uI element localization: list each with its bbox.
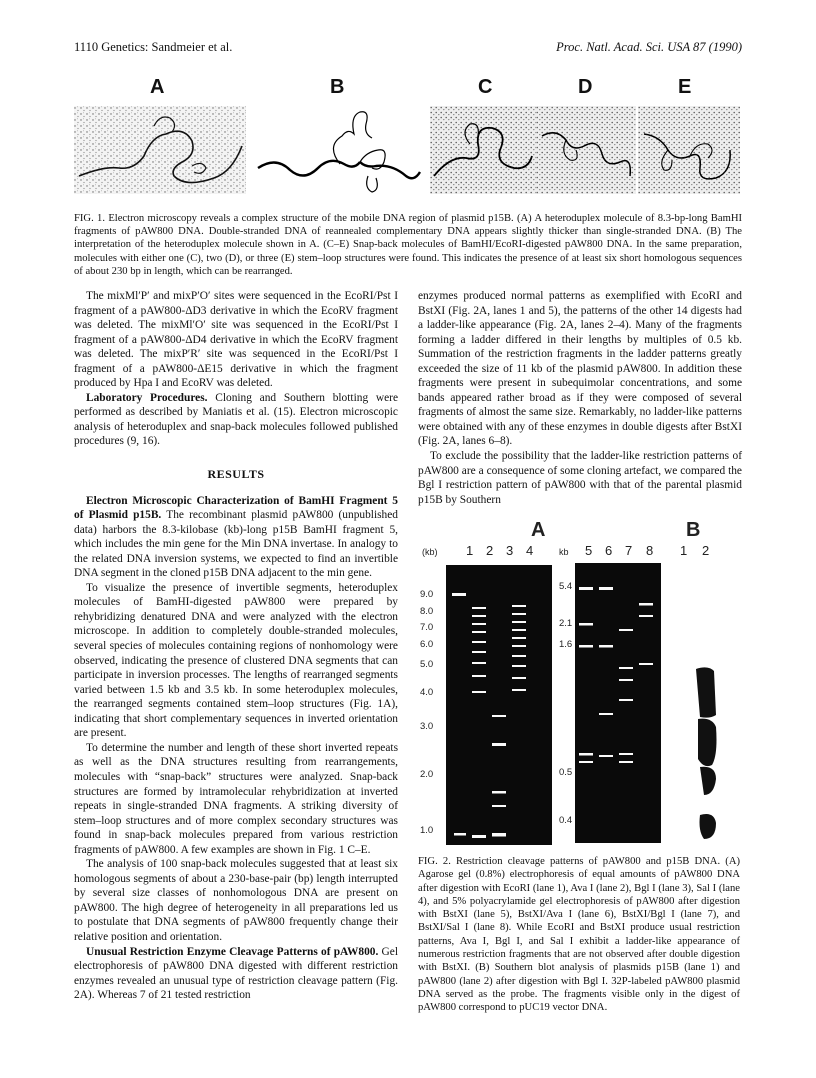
fig2-lane-2: 2	[486, 543, 494, 558]
marker-8-0: 8.0	[420, 606, 434, 617]
fig2-lane-1: 1	[466, 543, 474, 558]
paragraph-em-characterization	[74, 494, 398, 581]
fig2-label-a: A	[531, 519, 546, 541]
marker-4-0: 4.0	[420, 687, 434, 698]
paragraph-ladder-patterns: enzymes produced normal patterns as exemplified with EcoRI and BstXI (Fig. 2A, lanes 1 and 5), the patterns of the other 14 digests had a ladder-like appearance (Fig. 2A, lanes 2–4). Many of the fragments forming a ladder differed in their lengths by multiples of 0.5 kb. Summation of the restriction fragments in the ladder patterns greatly exceeded the size of 11 kb of the plasmid pAW800. In addition these fragments were present in subequimolar concentrations, and some bands appeared rather broad as if they were composed of several fragments of almost the same size. Remarkably, no ladder-like patterns were obtained with any of these enzymes in double digests after BstXI (Fig. 2A, lanes 6–8).	[418, 290, 742, 448]
fig1-panel-b-drawing	[256, 106, 422, 194]
fig1-panel-d-micrograph	[536, 106, 636, 194]
fig2-southern-blot	[670, 655, 730, 845]
marker-2-0: 2.0	[420, 769, 434, 780]
fig2-kb-label-mid: kb	[559, 547, 569, 557]
fig1-label-e: E	[678, 76, 692, 98]
fig2-lane-b1: 1	[680, 543, 688, 558]
em-characterization-text: The recombinant plasmid pAW800 (unpublished data) harbors the 8.3-kilobase (kb)-long p15B BamHI fragment 5, which includes the min gene for the Min DNA invertase. In analogy to the related DNA inversion systems, we expected to find an invertible DNA segment in the cloned p15B DNA adjacent to the min gene.	[74, 509, 398, 580]
paragraph-restriction	[74, 945, 398, 1003]
restriction-heading: Unusual Restriction Enzyme Cleavage Patterns of pAW800.	[86, 945, 379, 958]
fig2-kb-label-left: (kb)	[422, 547, 438, 557]
restriction-text: Gel electrophoresis of pAW800 DNA digested with different restriction enzymes revealed an unusual type of restriction cleavage pattern (Fig. 2A). Whereas 7 of 21 tested restriction	[74, 945, 399, 1002]
lab-procedures-heading: Laboratory Procedures.	[86, 391, 208, 404]
fig2-gel-polyacrylamide	[575, 563, 661, 843]
fig1-label-d: D	[578, 76, 593, 98]
marker-5-0: 5.0	[420, 659, 434, 670]
marker-0-5-mid: 0.5	[559, 767, 573, 778]
figure-2-caption: FIG. 2. Restriction cleavage patterns of pAW800 and p15B DNA. (A) Agarose gel (0.8%) electrophoresis of equal amounts of pAW800 DNA after digestion with EcoRI (lane 1), Ava I (lane 2), Bgl I (lane 3), Sal I (lane 4), and 5% polyacrylamide gel electrophoresis of pAW800 after digestion with BstXI (lane 5), BstXI/Ava I (lane 6), BstXI/Bgl I (lane 7), and BstXI/Sal I (lane 8). While EcoRI and BstXI produce usual restriction patterns, Ava I, Bgl I, and Sal I exhibit a ladder-like appearance of numerous restriction fragments that are not observed after double digestion with BstXI. (B) Southern blot analysis of plasmids p15B (lane 1) and pAW800 (lane 2) after digestion with Bgl I. 32P-labeled pAW800 plasmid DNA served as the probe. The fragments visible only in the digest of pAW800 correspond to pUC19 vector DNA.	[418, 856, 740, 1014]
left-column	[74, 289, 398, 1003]
right-column	[418, 289, 742, 507]
marker-7-0: 7.0	[420, 622, 434, 633]
fig1-label-c: C	[478, 76, 493, 98]
fig2-lane-7: 7	[625, 543, 633, 558]
fig1-label-a: A	[150, 76, 165, 98]
paragraph-snapback: To determine the number and length of these short inverted repeats as well as the DNA structures resulting from rearrangements, molecules with “snap-back” structures were analyzed. Snap-back structures are formed by intramolecular rehybridization at inverted repeats in single-stranded DNA fragments. A striking diversity of stem–loop structures and of more complex secondary structures was found in snap-back molecules prepared from various restriction fragments of pAW800. A few examples are shown in Fig. 1 C–E.	[74, 741, 398, 856]
marker-1-6: 1.6	[559, 639, 573, 650]
figure-1-caption: FIG. 1. Electron microscopy reveals a complex structure of the mobile DNA region of plasmid p15B. (A) A heteroduplex molecule of 8.3-bp-long BamHI fragments of pAW800 DNA. Double-stranded DNA of reannealed complementary DNA appears slightly thicker than single-stranded DNA. (B) The interpretation of the heteroduplex molecule shown in A. (C–E) Snap-back molecules of BamHI/EcoRI-digested pAW800 DNA. In the same preparation, molecules with either one (C), two (D), or three (E) stem–loop structures were found. This indicates the presence of at least six short homologous sequences of about 230 bp in length, which can be rearranged.	[74, 213, 742, 277]
lab-procedures-text: Cloning and Southern blotting were performed as described by Maniatis et al. (15). Electron microscopic analysis of heteroduplex and snap-back molecules followed published procedures (9, 16).	[74, 391, 398, 448]
fig1-panel-a-micrograph	[74, 106, 246, 194]
fig2-lane-3: 3	[506, 543, 514, 558]
paragraph-analysis: The analysis of 100 snap-back molecules suggested that at least six homologous segments of about a 230-base-pair (bp) length interrupted by several size classes of nonhomologous DNA are present on pAW800. The high degree of heterogeneity in all preparations led us to postulate that DNA segments of pAW800 frequently change their relative position and orientation.	[74, 858, 398, 943]
marker-5-4: 5.4	[559, 581, 573, 592]
fig1-label-b: B	[330, 76, 345, 98]
fig1-panel-e-micrograph	[638, 106, 740, 194]
running-header-left: 1110 Genetics: Sandmeier et al.	[74, 40, 233, 54]
figure-1	[74, 76, 740, 194]
fig2-lane-5: 5	[585, 543, 593, 558]
marker-1-0: 1.0	[420, 825, 434, 836]
fig2-lane-8: 8	[646, 543, 654, 558]
running-header-right: Proc. Natl. Acad. Sci. USA 87 (1990)	[556, 40, 742, 54]
figure-2	[418, 515, 738, 845]
fig2-lane-b2: 2	[702, 543, 710, 558]
marker-0-4: 0.4	[559, 815, 573, 826]
fig2-label-b: B	[686, 519, 701, 541]
fig1-panel-c-micrograph	[430, 106, 536, 194]
fig2-lane-6: 6	[605, 543, 613, 558]
marker-3-0: 3.0	[420, 721, 434, 732]
paragraph-heteroduplex: To visualize the presence of invertible segments, heteroduplex molecules of BamHI-digested pAW800 were prepared by rehybridizing denatured DNA and were analyzed with the electron microscope. In addition to completely double-stranded molecules, several species of molecules containing regions of nonhomology were observed, indicating the presence of clustered DNA segments that can participate in inversion processes. The lengths of rearranged segments varied between 1.5 kb and 3.5 kb. In some heteroduplex molecules, the rearranged segments contained stem–loop structures (Fig. 1A), indicating that short complementary sequences in inverted orientation are present.	[74, 581, 398, 740]
paragraph-southern-comparison: To exclude the possibility that the ladder-like restriction patterns of pAW800 are a consequence of some cloning artefact, we compared the Bgl I restriction pattern of pAW800 with that of the parental plasmid p15B by Southern	[418, 450, 742, 506]
results-heading: RESULTS	[207, 467, 265, 482]
em-characterization-heading: Electron Microscopic Characterization of BamHI Fragment 5 of Plasmid p15B.	[74, 494, 398, 522]
marker-6-0: 6.0	[420, 639, 434, 650]
fig2-gel-agarose	[446, 565, 552, 845]
paragraph-mix-sites: The mixMl′P′ and mixP′O′ sites were sequenced in the EcoRI/Pst I fragment of a pAW800-ΔD3 derivative in which the EcoRV fragment was deleted. The mixMl′O′ site was sequenced in the EcoRI/Pst I fragment of a pAW800-ΔD4 derivative in which the EcoRV fragment was deleted. The mixP′R′ site was sequenced in the EcoRI/Pst I fragment of a pAW800-ΔE15 derivative in which the fragment produced by Hpa I and EcoRV was deleted.	[74, 290, 398, 390]
marker-9-0: 9.0	[420, 589, 434, 600]
fig2-lane-4: 4	[526, 543, 534, 558]
paragraph-lab-procedures	[74, 391, 398, 449]
marker-2-1: 2.1	[559, 618, 573, 629]
